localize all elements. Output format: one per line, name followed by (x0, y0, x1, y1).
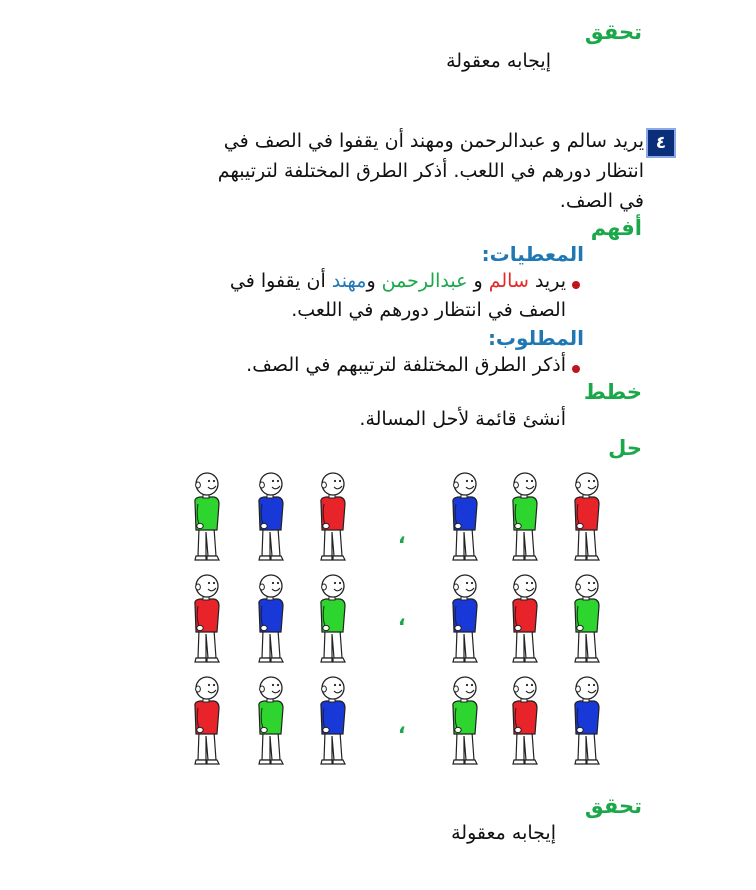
person-figure-blue-5 (250, 472, 290, 564)
check-heading-top: تحقق (584, 20, 642, 44)
person-figure-green-10 (312, 574, 352, 666)
name-abdulrahman: عبدالرحمن (381, 270, 468, 292)
person-figure-red-12 (186, 574, 226, 666)
givens-word-and-1: و (473, 270, 483, 292)
givens-line-1 (230, 270, 566, 292)
person-figure-green-15 (444, 676, 484, 768)
person-figure-blue-3 (444, 472, 484, 564)
person-figure-green-7 (566, 574, 606, 666)
person-figure-blue-13 (566, 676, 606, 768)
person-figure-red-14 (504, 676, 544, 768)
question-line-1: يريد سالم و عبدالرحمن ومهند أن يقفوا في الصف في (223, 130, 644, 152)
plan-heading: خطط (583, 380, 642, 404)
required-text: أذكر الطرق المختلفة لترتيبهم في الصف. (246, 354, 566, 376)
required-bullet (572, 365, 580, 373)
understand-heading: أفهم (590, 216, 642, 240)
givens-word-rest: أن يقفوا في (229, 270, 326, 292)
name-salem: سالم (488, 270, 529, 292)
arrangement-separator-1: ، (398, 524, 406, 548)
person-figure-blue-11 (250, 574, 290, 666)
person-figure-green-17 (250, 676, 290, 768)
arrangement-separator-2: ، (398, 606, 406, 630)
question-number-badge: ٤ (646, 128, 676, 158)
arrangement-separator-3: ، (398, 714, 406, 738)
person-figure-red-8 (504, 574, 544, 666)
solve-heading: حل (608, 436, 642, 460)
person-figure-red-1 (566, 472, 606, 564)
check-heading-bottom: تحقق (584, 794, 642, 818)
name-muhannad: مهند (331, 270, 367, 292)
check-text-bottom: إيجابه معقولة (451, 822, 556, 844)
person-figure-green-2 (504, 472, 544, 564)
required-label: المطلوب: (487, 326, 584, 350)
givens-word-and-2: و (366, 270, 376, 292)
givens-line-2: الصف في انتظار دورهم في اللعب. (291, 299, 566, 321)
question-line-2: انتظار دورهم في اللعب. أذكر الطرق المختلفة لترتيبهم (217, 160, 644, 182)
person-figure-green-6 (186, 472, 226, 564)
plan-text: أنشئ قائمة لأحل المسالة. (359, 408, 566, 430)
person-figure-blue-9 (444, 574, 484, 666)
check-text-top: إيجابه معقولة (446, 50, 551, 72)
person-figure-blue-16 (312, 676, 352, 768)
person-figure-red-4 (312, 472, 352, 564)
givens-bullet (572, 281, 580, 289)
givens-word-want: يريد (534, 270, 566, 292)
givens-label: المعطيات: (481, 242, 584, 266)
question-line-3: في الصف. (559, 190, 644, 212)
person-figure-red-18 (186, 676, 226, 768)
